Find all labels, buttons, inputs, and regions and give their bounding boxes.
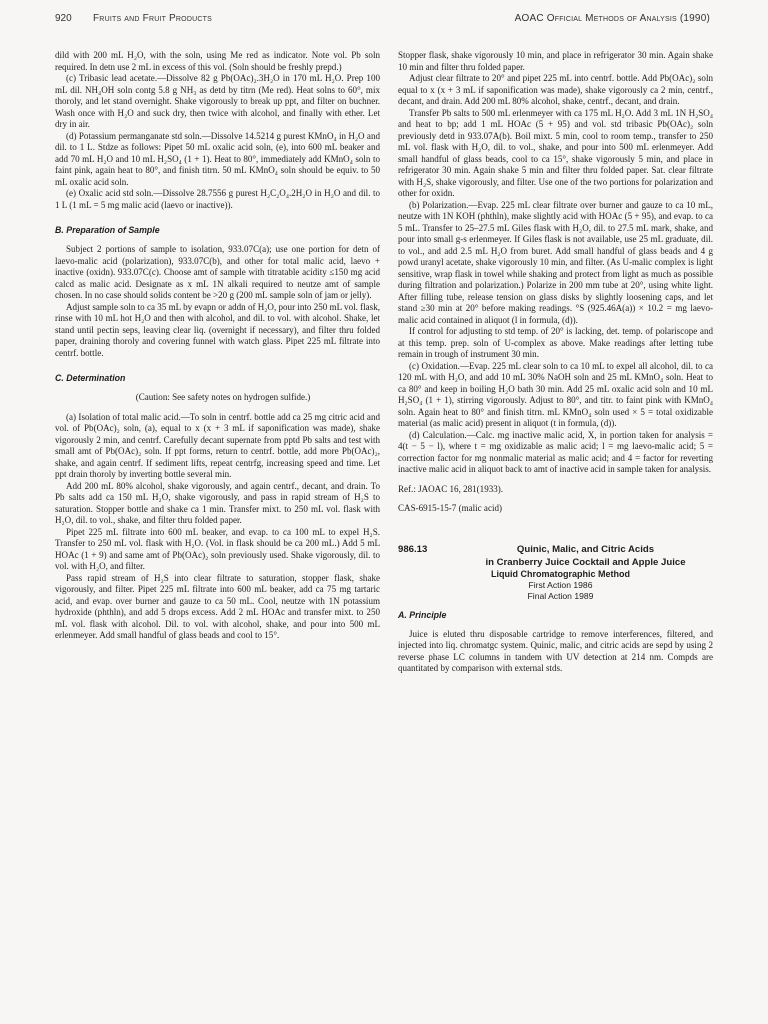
paragraph: Pipet 225 mL filtrate into 600 mL beaker, and evap. to ca 100 mL to expel H₂S. Transfer to 250 mL vol. flask with H₂O. (Vol. in flask should be ca 200 mL.) Add 5 mL HOAc (1 + 9) and same amt of Pb(OAc)₂ soln previously used. Shake vigorously, dil. to vol. with H₂O, and filter. bbox=[55, 526, 380, 571]
paragraph: Stopper flask, shake vigorously 10 min, and place in refrigerator 30 min. Again shake 10 min and filter thru folded paper. bbox=[398, 50, 713, 72]
paragraph: Transfer Pb salts to 500 mL erlenmeyer with ca 175 mL H₂O. Add 3 mL 1N H₂SO₄ and heat to bp; add 1 mL HOAc (5 + 95) and vol. std tribasic Pb(OAc)₂ soln previously detd in 933.07A(b). Boil mixt. 5 min, cool to room temp., transfer to 250 mL vol. flask with H₂O, dil. to vol., shake, and pour into 500 mL erlenmeyer. Add small handful of glass beads, cool to ca 15°, shake vigorously 5 min, and place in refrigerator 30 min. Again shake 5 min and filter thru folded paper. Sat. clear filtrate with H₂S, shake vigorously, and filter. Use one of the two portions for polarization and other for oxidn. bbox=[398, 107, 713, 198]
method-heading bbox=[398, 543, 713, 569]
paragraph: (d) Potassium permanganate std soln.—Dissolve 14.5214 g purest KMnO₄ in H₂O and dil. to 1 L. Stdze as follows: Pipet 50 mL oxalic acid soln, (e), into 600 mL beaker and add 70 mL H₂O and 10 mL H₂SO₄ (1 + 1). Heat to 80°, immediately add KMnO₄ soln to faint pink, again heat to 80°, and finish titrn. 50 mL KMnO₄ soln should be equiv. to 50 mL oxalic acid soln. bbox=[55, 130, 380, 187]
paragraph: If control for adjusting to std temp. of 20° is lacking, det. temp. of polariscope and at this temp. prep. soln of U-complex as above. Make readings after letting tube remain in trough of instrument 30 min. bbox=[398, 326, 713, 359]
paragraph: (c) Oxidation.—Evap. 225 mL clear soln to ca 10 mL to expel all alcohol, dil. to ca 120 mL with H₂O, and add 10 mL 30% NaOH soln and 25 mL KMnO₄ soln. Heat to ca 80° and keep in boiling H₂O bath 30 min. Add 25 mL oxalic acid soln and 10 mL H₂SO₄ (1 + 1), stirring vigorously. Adjust to 80°, and titr. to faint pink with KMnO₄ soln. Again heat to 80° and finish titrn. mL KMnO₄ soln used × 5 = total oxidizable material (as malic acid) present in aliquot (t in formula, (d)). bbox=[398, 360, 713, 428]
method-type: Liquid Chromatographic Method bbox=[491, 568, 630, 579]
paragraph: (e) Oxalic acid std soln.—Dissolve 28.7556 g purest H₂C₂O₄.2H₂O in H₂O and dil. to 1 L (1 mL = 5 mg malic acid (laevo or inactive)). bbox=[55, 188, 380, 210]
page-number: 920 bbox=[55, 13, 72, 24]
section-title: Fruits and Fruit Products bbox=[93, 13, 212, 24]
paragraph: (d) Calculation.—Calc. mg inactive malic acid, X, in portion taken for analysis = 4(t − 5 − l), where t = mg oxidizable as malic acid; l = mg laevo-malic acid; 5 = correction factor for mg nonmalic material as malic acid; and 4 = factor for reverting inactive malic acid in aliquot back to amt of inactive acid in sample taken for analysis. bbox=[398, 429, 713, 474]
section-heading-determination: C. Determination bbox=[55, 373, 126, 383]
method-number: 986.13 bbox=[398, 543, 428, 555]
section-heading-principle: A. Principle bbox=[398, 609, 447, 620]
paragraph: (c) Tribasic lead acetate.—Dissolve 82 g Pb(OAc)₂.3H₂O in 170 mL H₂O. Prep 100 mL dil. NH₄OH soln contg 5.8 g NH₃ as detd by titrn (Me red). Heat solns to 60°, mix thoroly, and let stand overnight. Shake vigorously to break up ppt, and filter on buchner. Wash once with H₂O and suck dry, then twice with alcohol, and finally with ether. Let dry in air. bbox=[55, 73, 380, 129]
paragraph: Adjust clear filtrate to 20° and pipet 225 mL into centrf. bottle. Add Pb(OAc)₂ soln equal to x (x + 3 mL if saponification was made), shake vigorously ca 2 min, centrf., decant, and drain. Add 200 mL 80% alcohol, shake, centrf., decant, and drain. bbox=[398, 73, 713, 106]
left-column bbox=[55, 50, 380, 642]
cas-number: CAS-6915-15-7 (malic acid) bbox=[398, 503, 503, 513]
paragraph: (a) Isolation of total malic acid.—To soln in centrf. bottle add ca 25 mg citric acid and vol. of Pb(OAc)₂ soln, (a), equal to x (x + 3 mL if saponification was made), shake vigorously 2 min, and centrf. Carefully decant supernate from pptd Pb salts and test with small amt of Pb(OAc)₂ soln. If ppt forms, return to centrf. bottle, add more Pb(OAc)₂, shake, and again centrf. If sediment lifts, repeat centrfg, increasing speed and time. Let ppt drain thoroly by inverting bottle several min. bbox=[55, 411, 380, 479]
paragraph: Pass rapid stream of H₂S into clear filtrate to saturation, stopper flask, shake vigorously, and filter. Pipet 225 mL filtrate into 600 mL beaker, add ca 75 mg tartaric acid, and evap. over burner and gauze to ca 50 mL. Cool, neutze with 1N potassium hydroxide (phthln), and add 5 drops excess. Add 2 mL HOAc and transfer mixt. to 250 mL vol. flask with alcohol. Dil. to vol. with alcohol, shake, and pour into 500 mL erlenmeyer. Add small handful of glass beads and cool to 15°. bbox=[55, 572, 380, 640]
paragraph: Adjust sample soln to ca 35 mL by evapn or addn of H₂O, pour into 250 mL vol. flask, rinse with 10 mL hot H₂O and then with alcohol, and dil. to vol. with alcohol. Shake, let stand until pectin seps, leaving clear liq. (overnight if necessary), and filter thru folded paper, draining thoroly and covering funnel with watch glass. Pipet 225 mL filtrate into centrf. bottle. bbox=[55, 301, 380, 358]
final-action: Final Action 1989 bbox=[527, 590, 594, 601]
method-title-line-1: Quinic, Malic, and Citric Acids bbox=[516, 543, 655, 555]
method-title bbox=[398, 543, 713, 569]
caution-note: (Caution: See safety notes on hydrogen sulfide.) bbox=[135, 392, 311, 402]
paragraph: Subject 2 portions of sample to isolation, 933.07C(a); use one portion for detn of laevo-malic acid (polarization), 933.07C(b), and other for total malic acid, laevo + inactive (oxidn). 933.07C(c). Choose amt of sample with titratable acidity ≤150 mg acid calcd as malic acid. Designate as x mL 1N alkali required to neutze amt of sample chosen. In no case should solids content be >20 g (200 mL sample soln of jam or jelly). bbox=[55, 244, 380, 300]
paragraph: Add 200 mL 80% alcohol, shake vigorously, and again centrf., decant, and drain. To Pb salts add ca 150 mL H₂O, shake vigorously, and pass in rapid stream of H₂S to saturation. Stopper bottle and shake ca 1 min. Transfer mixt. to 250 mL vol. flask with H₂O, dil. to vol., shake, and filter thru folded paper. bbox=[55, 480, 380, 525]
first-action: First Action 1986 bbox=[528, 579, 593, 590]
paragraph: dild with 200 mL H₂O, with the soln, using Me red as indicator. Note vol. Pb soln required. In detn use 2 mL in excess of this vol. (Soln should be freshly prepd.) bbox=[55, 50, 380, 72]
paragraph: (b) Polarization.—Evap. 225 mL clear filtrate over burner and gauze to ca 10 mL, neutze with 1N KOH (phthln), make slightly acid with HOAc (5 + 95), and evap. to ca 5 mL. Transfer to 25–27.5 mL Giles flask with H₂O, dil. to 27.5 mL mark, shake, and pour into small g-s erlenmeyer. If Giles flask is not available, use 25 mL graduate, dil. to vol., and add 2.5 mL H₂O from buret. Add small handful of glass beads and 4 g powd uranyl acetate, shake vigorously 10 min, and filter. (As U-malic complex is light sensitive, wrap flask in towel while shaking and protect from light as much as possible during filtration and polarization.) Polarize in 200 mm tube at 20°, using white light. After filling tube, release tension on glass disks by slightly loosening caps, and let stand ≥30 min at 20° before making readings. °S (925.46A(a)) × 10.2 = mg laevo-malic acid contained in aliquot (l in formula, (d)). bbox=[398, 199, 713, 325]
paragraph: Juice is eluted thru disposable cartridge to remove interferences, filtered, and injected into liq. chromatgc system. Quinic, malic, and citric acids are sepd by using 2 reverse phase LC columns in tandem with UV detection at 214 nm. Compds are quantitated by comparison with external stds. bbox=[398, 628, 713, 673]
book-reference: AOAC Official Methods of Analysis (1990) bbox=[514, 13, 710, 24]
section-heading-preparation: B. Preparation of Sample bbox=[55, 225, 160, 235]
right-column bbox=[398, 50, 713, 675]
method-title-line-2: in Cranberry Juice Cocktail and Apple Juice bbox=[485, 556, 686, 568]
reference-citation: Ref.: JAOAC 16, 281(1933). bbox=[398, 483, 504, 494]
